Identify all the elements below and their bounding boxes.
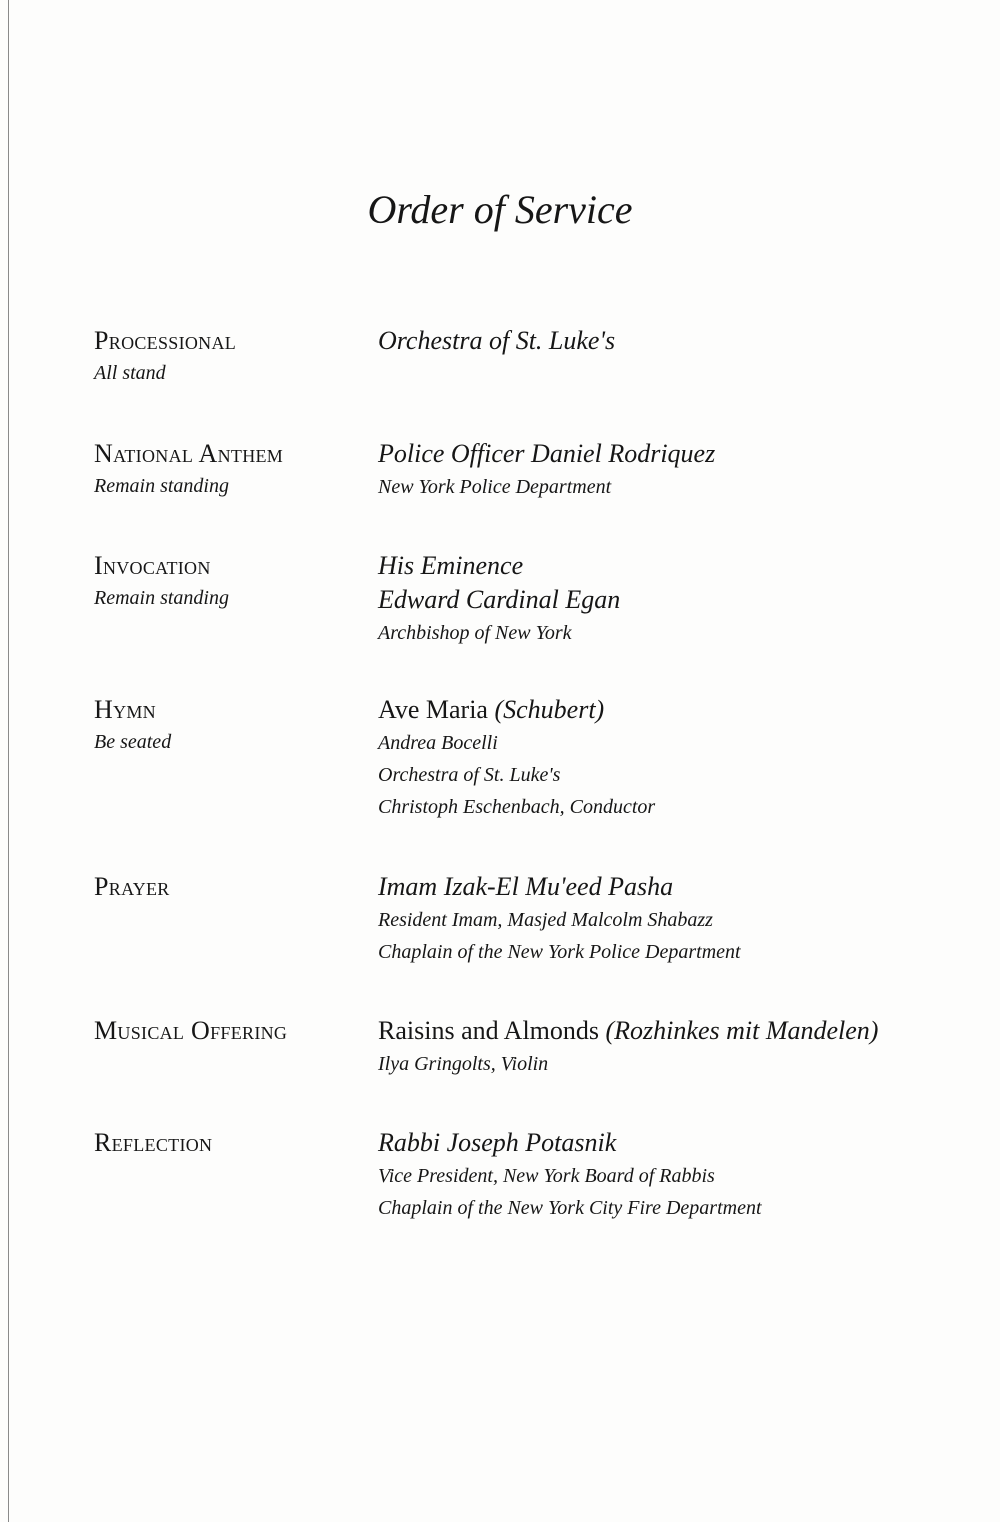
work-title: Ave Maria xyxy=(378,695,488,724)
work-title-line xyxy=(378,1014,978,1048)
work-subtitle: (Rozhinkes mit Mandelen) xyxy=(605,1016,879,1045)
work-title: Raisins and Almonds xyxy=(378,1016,600,1045)
item-label xyxy=(94,437,364,501)
performer-name: Edward Cardinal Egan xyxy=(378,585,621,614)
item-instruction: Be seated xyxy=(94,731,172,753)
item-heading: Invocation xyxy=(94,551,211,580)
item-detail xyxy=(378,324,978,358)
item-detail xyxy=(378,693,978,823)
performer-affiliation: Resident Imam, Masjed Malcolm Shabazz xyxy=(378,909,713,931)
item-detail xyxy=(378,437,978,503)
performer-title: His Eminence xyxy=(378,551,524,580)
performer-affiliation: Vice President, New York Board of Rabbis xyxy=(378,1165,715,1187)
performer-name: Christoph Eschenbach, Conductor xyxy=(378,796,656,818)
item-heading: Musical Offering xyxy=(94,1016,288,1045)
item-heading: Processional xyxy=(94,326,237,355)
performer-name: Ilya Gringolts, Violin xyxy=(378,1053,549,1075)
item-heading: Hymn xyxy=(94,695,156,724)
item-heading: Reflection xyxy=(94,1128,213,1157)
performer-name: Rabbi Joseph Potasnik xyxy=(378,1128,617,1157)
item-detail xyxy=(378,870,978,968)
item-heading: Prayer xyxy=(94,872,170,901)
item-detail xyxy=(378,1126,978,1224)
item-detail xyxy=(378,1014,978,1080)
performer-affiliation: Chaplain of the New York City Fire Department xyxy=(378,1197,762,1219)
item-label xyxy=(94,549,364,613)
item-label xyxy=(94,870,364,904)
item-label xyxy=(94,1126,364,1160)
performer-affiliation: New York Police Department xyxy=(378,476,612,498)
item-label xyxy=(94,324,364,388)
item-instruction: All stand xyxy=(94,362,166,384)
item-label xyxy=(94,693,364,757)
work-composer: (Schubert) xyxy=(494,695,605,724)
item-instruction: Remain standing xyxy=(94,475,229,497)
item-heading: National Anthem xyxy=(94,439,284,468)
item-detail xyxy=(378,549,978,649)
performer-name: Police Officer Daniel Rodriquez xyxy=(378,439,716,468)
item-instruction: Remain standing xyxy=(94,587,229,609)
performer-name: Imam Izak-El Mu'eed Pasha xyxy=(378,872,674,901)
work-title-line xyxy=(378,693,978,727)
performer-name: Orchestra of St. Luke's xyxy=(378,326,616,355)
performer-affiliation: Archbishop of New York xyxy=(378,622,572,644)
page-title: Order of Service xyxy=(367,187,633,232)
performer-name: Orchestra of St. Luke's xyxy=(378,764,561,786)
performer-name: Andrea Bocelli xyxy=(378,732,498,754)
performer-affiliation: Chaplain of the New York Police Department xyxy=(378,941,741,963)
item-label xyxy=(94,1014,364,1048)
